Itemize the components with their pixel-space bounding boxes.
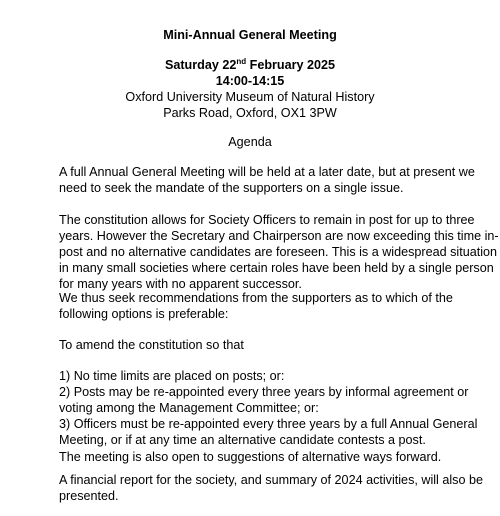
paragraph-2-line-5: for many years with no apparent successor.	[59, 277, 302, 291]
paragraph-6-line-2: presented.	[59, 489, 119, 503]
paragraph-2-line-2: years. However the Secretary and Chairperson are now exceeding this time in-	[59, 229, 499, 243]
paragraph-3-line-1: We thus seek recommendations from the supporters as to which of the	[59, 291, 453, 305]
paragraph-2-line-1: The constitution allows for Society Officers to remain in post for up to three	[59, 213, 475, 227]
paragraph-2-line-3: post and no alternative candidates are foreseen. This is a widespread situation	[59, 245, 498, 259]
paragraph-1-line-2: need to seek the mandate of the supporters on a single issue.	[59, 181, 404, 195]
paragraph-5-line-1: The meeting is also open to suggestions of alternative ways forward.	[59, 450, 442, 464]
option-2-line-1: 2) Posts may be re-appointed every three years by informal agreement or	[59, 385, 469, 399]
paragraph-4-line-1: To amend the constitution so that	[59, 338, 244, 352]
meeting-time: 14:00-14:15	[215, 74, 285, 88]
paragraph-1-line-1: A full Annual General Meeting will be held at a later date, but at present we	[59, 165, 475, 179]
option-3-line-1: 3) Officers must be re-appointed every three years by a full Annual General	[59, 417, 478, 431]
option-1: 1) No time limits are placed on posts; or:	[59, 369, 285, 383]
paragraph-2-line-4: in many small societies where certain roles have been held by a single person	[59, 261, 494, 275]
meeting-date-ordinal: nd	[236, 56, 247, 66]
paragraph-6-line-1: A financial report for the society, and summary of 2024 activities, will also be	[59, 473, 483, 487]
option-2-line-2: voting among the Management Committee; or:	[59, 401, 319, 415]
meeting-title: Mini-Annual General Meeting	[163, 28, 337, 42]
meeting-date-day: Saturday 22	[164, 58, 237, 72]
meeting-address: Parks Road, Oxford, OX1 3PW	[163, 106, 337, 120]
meeting-date	[0, 57, 500, 73]
meeting-date-month-year: February 2025	[246, 58, 336, 72]
option-3-line-2: Meeting, or if at any time an alternative candidate contests a post.	[59, 433, 426, 447]
agenda-heading: Agenda	[228, 135, 272, 149]
meeting-venue: Oxford University Museum of Natural History	[125, 90, 375, 104]
paragraph-3-line-2: following options is preferable:	[59, 307, 229, 321]
